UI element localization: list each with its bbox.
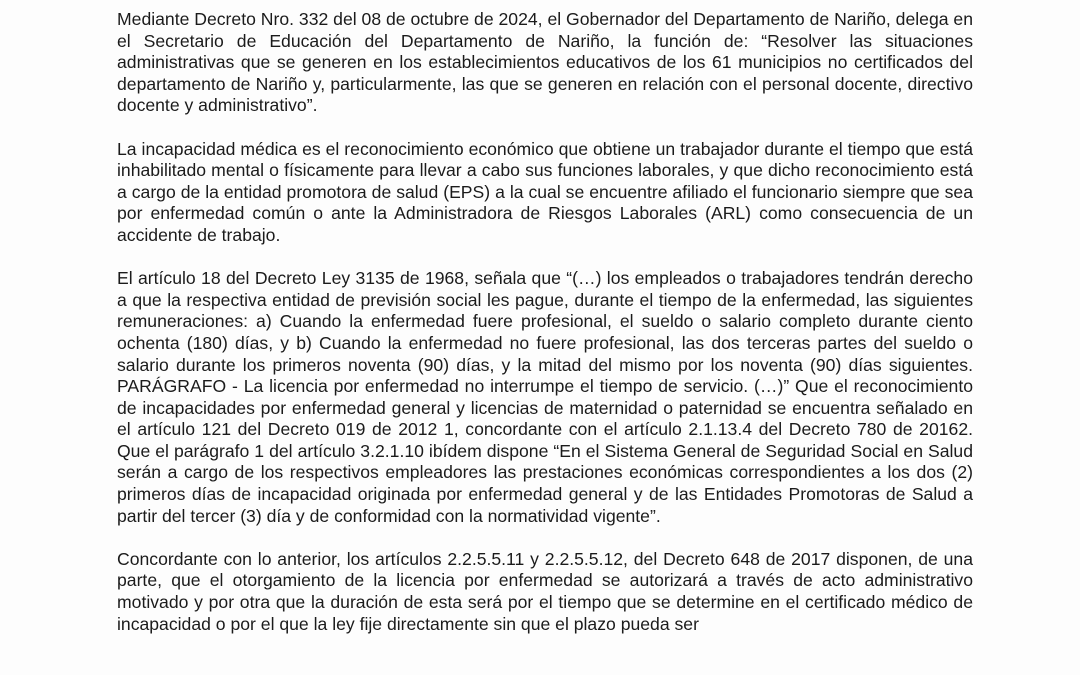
paragraph-articulo-18: El artículo 18 del Decreto Ley 3135 de 1968, señala que “(…) los empleados o trabajadores tendrán derecho a que la respectiva entidad de previsión social les pague, durante el tiempo de la enfermedad, las siguientes remuneraciones: a) Cuando la enfermedad fuere profesional, el sueldo o salario completo durante ciento ochenta (180) días, y b) Cuando la enfermedad no fuere profesional, las dos terceras partes del sueldo o salario durante los primeros noventa (90) días, y la mitad del mismo por los noventa (90) días siguientes. PARÁGRAFO - La licencia por enfermedad no interrumpe el tiempo de servicio. (…)” Que el reconocimiento de incapacidades por enfermedad general y licencias de maternidad o paternidad se encuentra señalado en el artículo 121 del Decreto 019 de 2012 1, concordante con el artículo 2.1.13.4 del Decreto 780 de 20162. Que el parágrafo 1 del artículo 3.2.1.10 ibídem dispone “En el Sistema General de Seguridad Social en Salud serán a cargo de los respectivos empleadores las prestaciones económicas correspondientes a los dos (2) primeros días de incapacidad originada por enfermedad general y de las Entidades Promotoras de Salud a partir del tercer (3) día y de conformidad con la normatividad vigente”. <box>117 268 973 526</box>
paragraph-incapacidad-medica: La incapacidad médica es el reconocimiento económico que obtiene un trabajador durante el tiempo que está inhabilitado mental o físicamente para llevar a cabo sus funciones laborales, y que dicho reconocimiento está a cargo de la entidad promotora de salud (EPS) a la cual se encuentre afiliado el funcionario siempre que sea por enfermedad común o ante la Administradora de Riesgos Laborales (ARL) como consecuencia de un accidente de trabajo. <box>117 138 973 245</box>
document-body <box>117 9 973 635</box>
paragraph-decreto-332: Mediante Decreto Nro. 332 del 08 de octubre de 2024, el Gobernador del Departamento de Nariño, delega en el Secretario de Educación del Departamento de Nariño, la función de: “Resolver las situaciones administrativas que se generen en los establecimientos educativos de los 61 municipios no certificados del departamento de Nariño y, particularmente, las que se generen en relación con el personal docente, directivo docente y administrativo”. <box>117 9 973 116</box>
paragraph-decreto-648: Concordante con lo anterior, los artículos 2.2.5.5.11 y 2.2.5.5.12, del Decreto 648 de 2017 disponen, de una parte, que el otorgamiento de la licencia por enfermedad se autorizará a través de acto administrativo motivado y por otra que la duración de esta será por el tiempo que se determine en el certificado médico de incapacidad o por el que la ley fije directamente sin que el plazo pueda ser <box>117 548 973 634</box>
